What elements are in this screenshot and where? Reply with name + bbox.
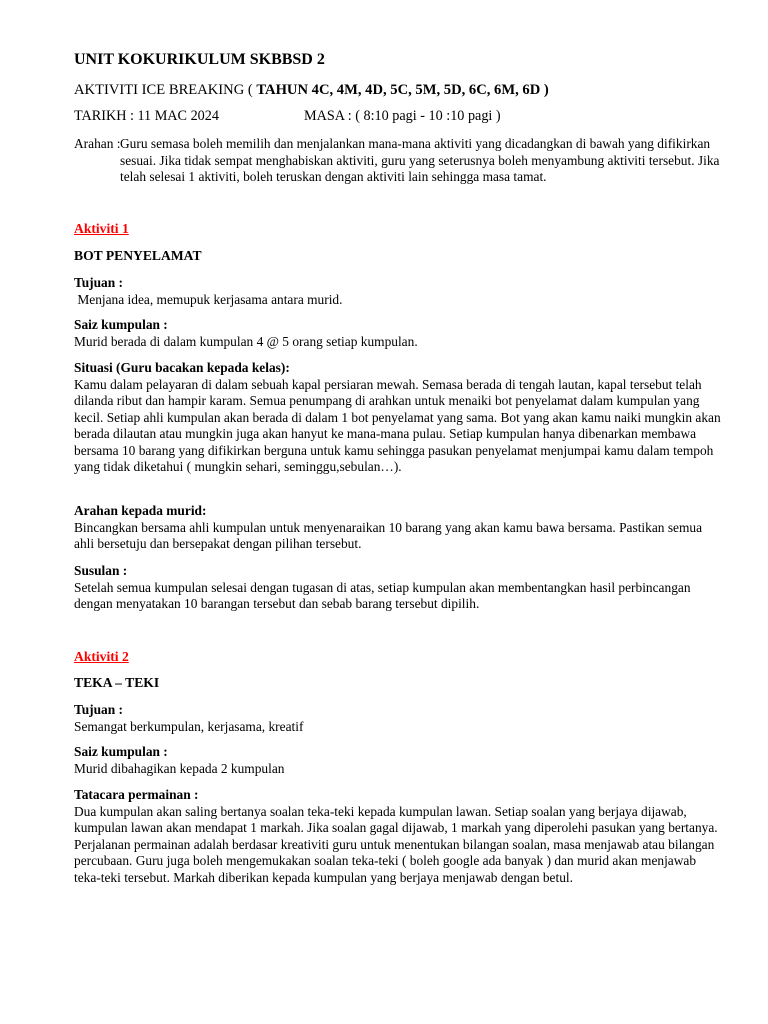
activity-1-heading bbox=[74, 221, 722, 238]
instructions-text: Guru semasa boleh memilih dan menjalankan mana-mana aktiviti yang dicadangkan di bawah yang difikirkan sesuai. Jika tidak sempat menghabiskan aktiviti, guru yang seterusnya boleh menyambung aktiviti tersebut. Jika telah selesai 1 aktiviti, boleh teruskan dengan aktiviti lain sehingga masa tamat. bbox=[120, 136, 720, 184]
activity-1-name: BOT PENYELAMAT bbox=[74, 248, 202, 263]
activity-1-student-instructions-label: Arahan kepada murid: bbox=[74, 503, 207, 518]
activity-1-followup bbox=[74, 563, 722, 613]
activity-1-objective bbox=[74, 275, 722, 308]
activity-1-followup-text: Setelah semua kumpulan selesai dengan tugasan di atas, setiap kumpulan akan membentangkan hasil perbincangan dengan menyatakan 10 barangan tersebut dan sebab barang tersebut dipilih. bbox=[74, 579, 691, 611]
activity-1-group-size-label: Saiz kumpulan : bbox=[74, 317, 168, 332]
activity-1-situation-text: Kamu dalam pelayaran di dalam sebuah kapal persiaran mewah. Semasa berada di tengah lautan, kapal tersebut telah dilanda ribut dan hampir karam. Semua penumpang di arahkan untuk menaiki bot penyelamat dalam kumpulan yang kecil. Setiap ahli kumpulan akan berada di dalam 1 bot penyelamat yang sama. Bot yang akan kamu naiki mungkin akan berada dilautan atau mungkin juga akan hanyut ke mana-mana pulau. Setiap kumpulan hanya dibenarkan membawa bersama 10 barang yang difikirkan berguna untuk kamu sehingga pasukan penyelamat menjumpai kamu dalam tempoh yang tidak diketahui ( mungkin sehari, seminggu,sebulan…). bbox=[74, 376, 721, 474]
activity-2-name: TEKA – TEKI bbox=[74, 675, 160, 690]
activity-2-heading-text: Aktiviti 2 bbox=[74, 649, 129, 664]
activity-1-objective-text: Menjana idea, memupuk kerjasama antara murid. bbox=[74, 291, 343, 307]
activity-1-group-size bbox=[74, 317, 722, 350]
activity-2-objective bbox=[74, 702, 722, 735]
date-time-line bbox=[74, 108, 724, 125]
activity-2-group-size-text: Murid dibahagikan kepada 2 kumpulan bbox=[74, 760, 285, 776]
document-subtitle bbox=[74, 82, 549, 99]
document-title: UNIT KOKURIKULUM SKBBSD 2 bbox=[74, 51, 325, 68]
activity-1-followup-label: Susulan : bbox=[74, 563, 128, 578]
activity-1-objective-label: Tujuan : bbox=[74, 275, 124, 290]
activity-1-group-size-text: Murid berada di dalam kumpulan 4 @ 5 orang setiap kumpulan. bbox=[74, 333, 418, 349]
activity-2-procedure-label: Tatacara permainan : bbox=[74, 787, 199, 802]
activity-2-objective-text: Semangat berkumpulan, kerjasama, kreatif bbox=[74, 718, 304, 734]
general-instructions bbox=[74, 136, 724, 186]
activity-2-heading bbox=[74, 649, 722, 666]
activity-1-heading-text: Aktiviti 1 bbox=[74, 221, 129, 236]
activity-2-procedure-text: Dua kumpulan akan saling bertanya soalan teka-teki kepada kumpulan lawan. Setiap soalan yang berjaya dijawab, kumpulan lawan akan mendapat 1 markah. Jika soalan gagal dijawab, 1 markah yang diperolehi pasukan yang bertanya. Perjalanan permainan adalah berdasar kreativiti guru untuk menentukan bilangan soalan, masa menjawab atau bilangan percubaan. Guru juga boleh mengemukakan soalan teka-teki ( boleh google ada banyak ) dan murid akan menjawab teka-teki tersebut. Markah diberikan kepada kumpulan yang berjaya menjawab dengan betul. bbox=[74, 803, 718, 885]
activity-1-situation bbox=[74, 360, 722, 476]
subtitle-classes: TAHUN 4C, 4M, 4D, 5C, 5M, 5D, 6C, 6M, 6D ) bbox=[256, 82, 549, 98]
activity-1-situation-label: Situasi (Guru bacakan kepada kelas): bbox=[74, 360, 290, 375]
date-text: TARIKH : 11 MAC 2024 bbox=[74, 108, 219, 124]
activity-2-procedure bbox=[74, 787, 722, 886]
subtitle-prefix: AKTIVITI ICE BREAKING ( bbox=[74, 82, 257, 98]
activity-1-student-instructions-text: Bincangkan bersama ahli kumpulan untuk menyenaraikan 10 barang yang akan kamu bawa bersama. Pastikan semua ahli bersetuju dan bersepakat dengan pilihan tersebut. bbox=[74, 519, 703, 551]
activity-2-group-size-label: Saiz kumpulan : bbox=[74, 744, 168, 759]
activity-2-group-size bbox=[74, 744, 722, 777]
time-text: MASA : ( 8:10 pagi - 10 :10 pagi ) bbox=[304, 108, 501, 124]
activity-2-objective-label: Tujuan : bbox=[74, 702, 124, 717]
instructions-label: Arahan : bbox=[74, 136, 121, 151]
activity-1-student-instructions bbox=[74, 503, 722, 553]
